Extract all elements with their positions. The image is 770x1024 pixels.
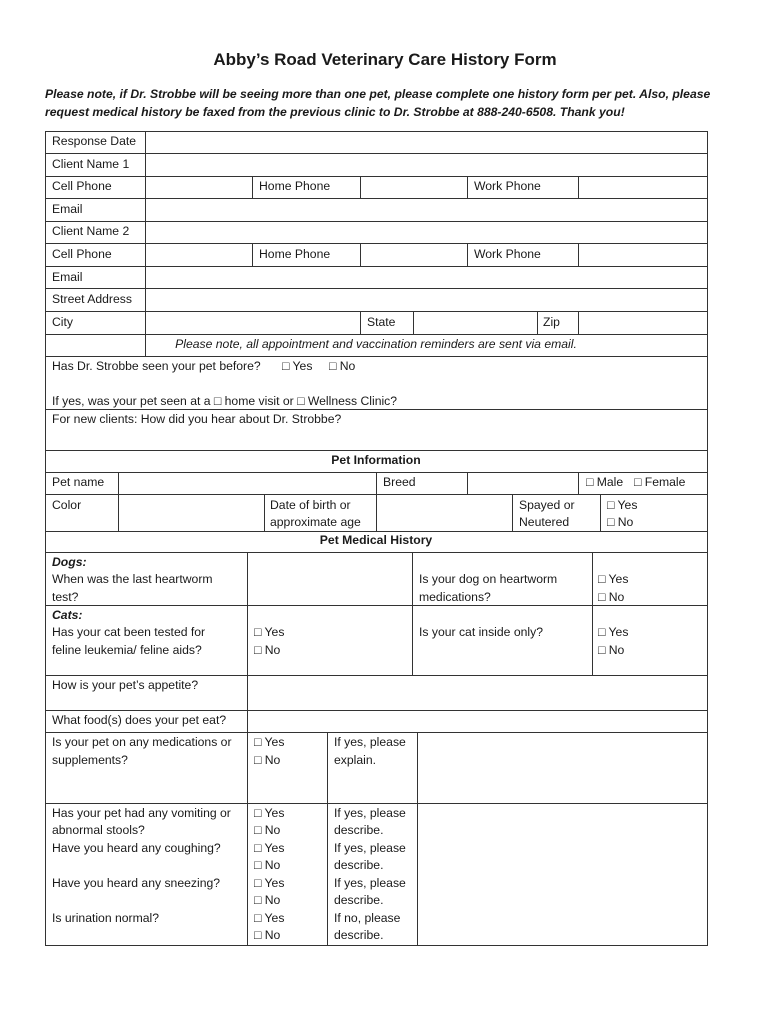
- urination-describe-label-line-1: If no, please: [334, 911, 401, 925]
- cats-heading: Cats:: [52, 608, 83, 622]
- vomiting-no-checkbox[interactable]: □ No: [254, 823, 281, 837]
- spayed-label-line-2: Neutered: [519, 515, 570, 529]
- home-phone-2-label: Home Phone: [259, 247, 331, 261]
- symptoms-describe-input[interactable]: [418, 804, 706, 944]
- color-input[interactable]: [119, 495, 263, 530]
- breed-input[interactable]: [468, 473, 577, 494]
- urination-describe-label-line-2: describe.: [334, 928, 384, 942]
- medications-explain-input[interactable]: [418, 733, 706, 802]
- inside-only-question: Is your cat inside only?: [419, 625, 543, 639]
- spayed-yes-checkbox[interactable]: □ Yes: [607, 498, 638, 512]
- medications-yes-checkbox[interactable]: □ Yes: [254, 735, 285, 749]
- sneezing-no-checkbox[interactable]: □ No: [254, 893, 281, 907]
- heartworm-meds-yes-checkbox[interactable]: □ Yes: [598, 572, 629, 586]
- client-name-1-input[interactable]: [146, 154, 706, 175]
- cell-phone-2-label: Cell Phone: [52, 247, 112, 261]
- hear-about-question: For new clients: How did you hear about Dr. Strobbe?: [52, 412, 342, 426]
- zip-label: Zip: [543, 315, 560, 329]
- spayed-no-checkbox[interactable]: □ No: [607, 515, 634, 529]
- heartworm-meds-question-line-2: medications?: [419, 590, 491, 604]
- medications-no-checkbox[interactable]: □ No: [254, 753, 281, 767]
- dob-input[interactable]: [377, 495, 511, 530]
- zip-input[interactable]: [579, 312, 706, 333]
- pet-information-header: Pet Information: [331, 453, 421, 467]
- vomiting-yes-checkbox[interactable]: □ Yes: [254, 806, 285, 820]
- spayed-label-line-1: Spayed or: [519, 498, 575, 512]
- cell-phone-1-input[interactable]: [146, 177, 251, 198]
- sneezing-question: Have you heard any sneezing?: [52, 876, 221, 890]
- state-input[interactable]: [414, 312, 536, 333]
- vomiting-question-line-1: Has your pet had any vomiting or: [52, 806, 231, 820]
- heartworm-meds-question-line-1: Is your dog on heartworm: [419, 572, 558, 586]
- client-name-2-input[interactable]: [146, 222, 706, 243]
- urination-yes-checkbox[interactable]: □ Yes: [254, 911, 285, 925]
- coughing-describe-label-line-1: If yes, please: [334, 841, 406, 855]
- pet-name-label: Pet name: [52, 475, 105, 489]
- home-phone-1-label: Home Phone: [259, 179, 331, 193]
- feline-test-no-checkbox[interactable]: □ No: [254, 643, 281, 657]
- foods-input[interactable]: [248, 711, 706, 731]
- sneezing-yes-checkbox[interactable]: □ Yes: [254, 876, 285, 890]
- inside-only-yes-checkbox[interactable]: □ Yes: [598, 625, 629, 639]
- work-phone-1-input[interactable]: [579, 177, 706, 198]
- city-label: City: [52, 315, 73, 329]
- client-name-2-label: Client Name 2: [52, 224, 130, 238]
- medications-explain-label-line-2: explain.: [334, 753, 377, 767]
- appetite-question: How is your pet’s appetite?: [52, 678, 199, 692]
- feline-test-question-line-2: feline leukemia/ feline aids?: [52, 643, 202, 657]
- response-date-label: Response Date: [52, 134, 137, 148]
- foods-question: What food(s) does your pet eat?: [52, 713, 227, 727]
- home-phone-2-input[interactable]: [361, 244, 466, 265]
- work-phone-2-label: Work Phone: [474, 247, 541, 261]
- vomiting-question-line-2: abnormal stools?: [52, 823, 145, 837]
- email-1-input[interactable]: [146, 199, 706, 220]
- city-input[interactable]: [146, 312, 359, 333]
- email-1-label: Email: [52, 202, 83, 216]
- reminder-note: Please note, all appointment and vaccination reminders are sent via email.: [175, 337, 577, 351]
- seen-at-question[interactable]: If yes, was your pet seen at a □ home visit or □ Wellness Clinic?: [52, 394, 398, 408]
- female-checkbox[interactable]: □ Female: [634, 475, 686, 489]
- dob-label-line-1: Date of birth or: [270, 498, 351, 512]
- vomiting-describe-label-line-1: If yes, please: [334, 806, 406, 820]
- intro-note-line-1: Please note, if Dr. Strobbe will be seeing more than one pet, please complete one history form per pet. Also, please: [45, 87, 711, 101]
- coughing-describe-label-line-2: describe.: [334, 858, 384, 872]
- heartworm-test-input[interactable]: [248, 553, 411, 604]
- seen-before-yes-checkbox[interactable]: □ Yes: [282, 359, 313, 373]
- medications-question-line-2: supplements?: [52, 753, 128, 767]
- intro-note-line-2: request medical history be faxed from the previous clinic to Dr. Strobbe at 888-240-6508. Thank you!: [45, 105, 625, 119]
- sneezing-describe-label-line-2: describe.: [334, 893, 384, 907]
- feline-test-yes-checkbox[interactable]: □ Yes: [254, 625, 285, 639]
- appetite-input[interactable]: [248, 676, 706, 709]
- form-title: Abby’s Road Veterinary Care History Form: [213, 50, 557, 69]
- heartworm-test-question-line-2: test?: [52, 590, 79, 604]
- pet-medical-history-header: Pet Medical History: [319, 533, 433, 547]
- home-phone-1-input[interactable]: [361, 177, 466, 198]
- intro-note: [45, 85, 725, 121]
- inside-only-no-checkbox[interactable]: □ No: [598, 643, 625, 657]
- dogs-heading: Dogs:: [52, 555, 87, 569]
- cell-phone-2-input[interactable]: [146, 244, 251, 265]
- coughing-question: Have you heard any coughing?: [52, 841, 221, 855]
- heartworm-test-question-line-1: When was the last heartworm: [52, 572, 213, 586]
- breed-label: Breed: [383, 475, 416, 489]
- seen-before-question: Has Dr. Strobbe seen your pet before?: [52, 359, 261, 373]
- urination-no-checkbox[interactable]: □ No: [254, 928, 281, 942]
- heartworm-meds-no-checkbox[interactable]: □ No: [598, 590, 625, 604]
- cell-phone-1-label: Cell Phone: [52, 179, 112, 193]
- work-phone-1-label: Work Phone: [474, 179, 541, 193]
- work-phone-2-input[interactable]: [579, 244, 706, 265]
- street-address-input[interactable]: [146, 289, 706, 310]
- response-date-input[interactable]: [146, 132, 706, 153]
- feline-test-question-line-1: Has your cat been tested for: [52, 625, 206, 639]
- seen-before-no-checkbox[interactable]: □ No: [329, 359, 356, 373]
- client-name-1-label: Client Name 1: [52, 157, 130, 171]
- urination-question: Is urination normal?: [52, 911, 160, 925]
- email-2-label: Email: [52, 270, 83, 284]
- street-address-label: Street Address: [52, 292, 132, 306]
- dob-label-line-2: approximate age: [270, 515, 361, 529]
- medications-question-line-1: Is your pet on any medications or: [52, 735, 232, 749]
- email-2-input[interactable]: [146, 267, 706, 288]
- coughing-yes-checkbox[interactable]: □ Yes: [254, 841, 285, 855]
- state-label: State: [367, 315, 396, 329]
- male-checkbox[interactable]: □ Male: [586, 475, 624, 489]
- coughing-no-checkbox[interactable]: □ No: [254, 858, 281, 872]
- color-label: Color: [52, 498, 82, 512]
- sneezing-describe-label-line-1: If yes, please: [334, 876, 406, 890]
- vomiting-describe-label-line-2: describe.: [334, 823, 384, 837]
- medications-explain-label-line-1: If yes, please: [334, 735, 406, 749]
- pet-name-input[interactable]: [119, 473, 375, 494]
